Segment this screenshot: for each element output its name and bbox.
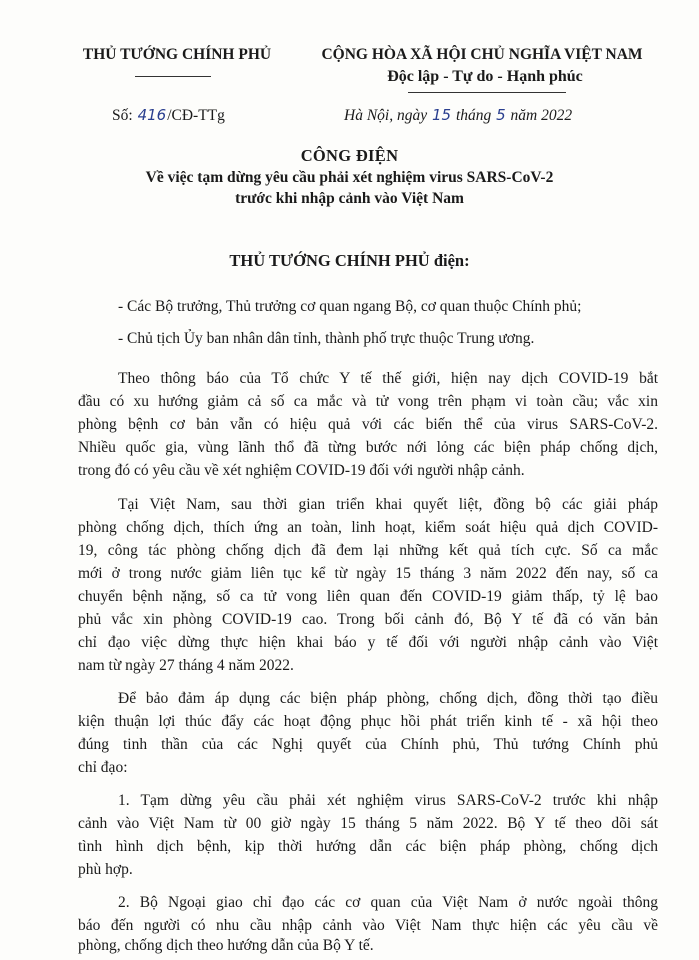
body-line: 1. Tạm dừng yêu cầu phải xét nghiệm virus SARS-CoV-2 trước khi nhập xyxy=(118,792,658,809)
body-line: tình hình dịch bệnh, kịp thời hướng dẫn các biện pháp phòng, chống dịch xyxy=(78,838,658,855)
issuer-underline xyxy=(135,76,211,77)
body-line: Theo thông báo của Tổ chức Y tế thế giới, hiện nay dịch COVID-19 bắt xyxy=(118,370,658,387)
recipient-line: - Chủ tịch Ủy ban nhân dân tỉnh, thành phố trực thuộc Trung ương. xyxy=(118,330,535,347)
date-mid: tháng xyxy=(452,107,496,124)
date-day-handwritten: 15 xyxy=(431,106,452,124)
body-line: 2. Bộ Ngoại giao chỉ đạo các cơ quan của Việt Nam ở nước ngoài thông xyxy=(118,894,658,911)
doc-number-handwritten: 416 xyxy=(137,106,167,124)
body-line: phù hợp. xyxy=(78,861,133,878)
body-line: phòng chống dịch, thích ứng an toàn, linh hoạt, kiểm soát hiệu quả dịch COVID- xyxy=(78,519,658,536)
body-line: phòng bệnh cơ bản vẫn có hiệu quả với các biến thể của virus SARS-CoV-2. xyxy=(78,416,658,433)
date-prefix: Hà Nội, ngày xyxy=(344,107,431,124)
body-line: 19, công tác phòng chống dịch đã đem lại những kết quả tích cực. Số ca mắc xyxy=(78,542,658,559)
motto: Độc lập - Tự do - Hạnh phúc xyxy=(387,68,583,85)
doc-number-prefix: Số: xyxy=(112,107,137,124)
document-type-title: CÔNG ĐIỆN xyxy=(300,146,399,165)
body-line: phòng, chống dịch theo hướng dẫn của Bộ Y tế. xyxy=(78,937,374,954)
country-heading: CỘNG HÒA XÃ HỘI CHỦ NGHĨA VIỆT NAM xyxy=(321,46,643,63)
body-line: kiện thuận lợi thúc đẩy các hoạt động phục hồi phát triển kinh tế - xã hội theo xyxy=(78,713,658,730)
body-line: chuyển bệnh nặng, số ca tử vong liên quan đến COVID-19 giảm thấp, tỷ lệ bao xyxy=(78,588,658,605)
body-line: Nhiều quốc gia, vùng lãnh thổ đã từng bước nới lỏng các biện pháp chống dịch, xyxy=(78,439,658,456)
date-month-handwritten: 5 xyxy=(496,106,506,124)
body-line: đúng tinh thần của các Nghị quyết của Chính phủ, Thủ tướng Chính phủ xyxy=(78,736,658,753)
body-line: trong đó có yêu cầu về xét nghiệm COVID-19 đối với người nhập cảnh. xyxy=(78,462,525,479)
subject-line-2: trước khi nhập cảnh vào Việt Nam xyxy=(235,190,464,207)
doc-number-suffix: /CĐ-TTg xyxy=(167,107,225,124)
body-line: mới ở trong nước giảm liên tục kể từ ngày 15 tháng 3 năm 2022 đến nay, số ca xyxy=(78,565,658,582)
body-line: Tại Việt Nam, sau thời gian triển khai quyết liệt, đồng bộ các giải pháp xyxy=(118,496,658,513)
body-line: Để bảo đảm áp dụng các biện pháp phòng, chống dịch, đồng thời tạo điều xyxy=(118,690,658,707)
body-line: báo đến người có nhu cầu nhập cảnh vào Việt Nam thực hiện các yêu cầu về xyxy=(78,917,658,934)
body-line: đầu có xu hướng giảm cả số ca mắc và tử vong trên phạm vi toàn cầu; vắc xin xyxy=(78,393,658,410)
date-line xyxy=(344,106,572,125)
document-number xyxy=(112,106,225,125)
issuer-heading: THỦ TƯỚNG CHÍNH PHỦ xyxy=(82,46,272,63)
addressee-heading: THỦ TƯỚNG CHÍNH PHỦ điện: xyxy=(229,251,470,270)
subject-line-1: Về việc tạm dừng yêu cầu phải xét nghiệm virus SARS-CoV-2 xyxy=(145,169,554,186)
body-line: nam từ ngày 27 tháng 4 năm 2022. xyxy=(78,657,294,674)
date-suffix: năm 2022 xyxy=(506,107,573,124)
body-line: chỉ đạo: xyxy=(78,759,128,776)
body-line: chỉ đạo việc dừng thực hiện khai báo y tế đối với người nhập cảnh vào Việt xyxy=(78,634,658,651)
body-line: cảnh vào Việt Nam từ 00 giờ ngày 15 tháng 5 năm 2022. Bộ Y tế theo dõi sát xyxy=(78,815,658,832)
recipient-line: - Các Bộ trưởng, Thủ trưởng cơ quan ngang Bộ, cơ quan thuộc Chính phủ; xyxy=(118,298,582,315)
body-line: phủ vắc xin phòng COVID-19 cao. Trong bối cảnh đó, Bộ Y tế đã có văn bản xyxy=(78,611,658,628)
motto-underline xyxy=(408,92,566,93)
